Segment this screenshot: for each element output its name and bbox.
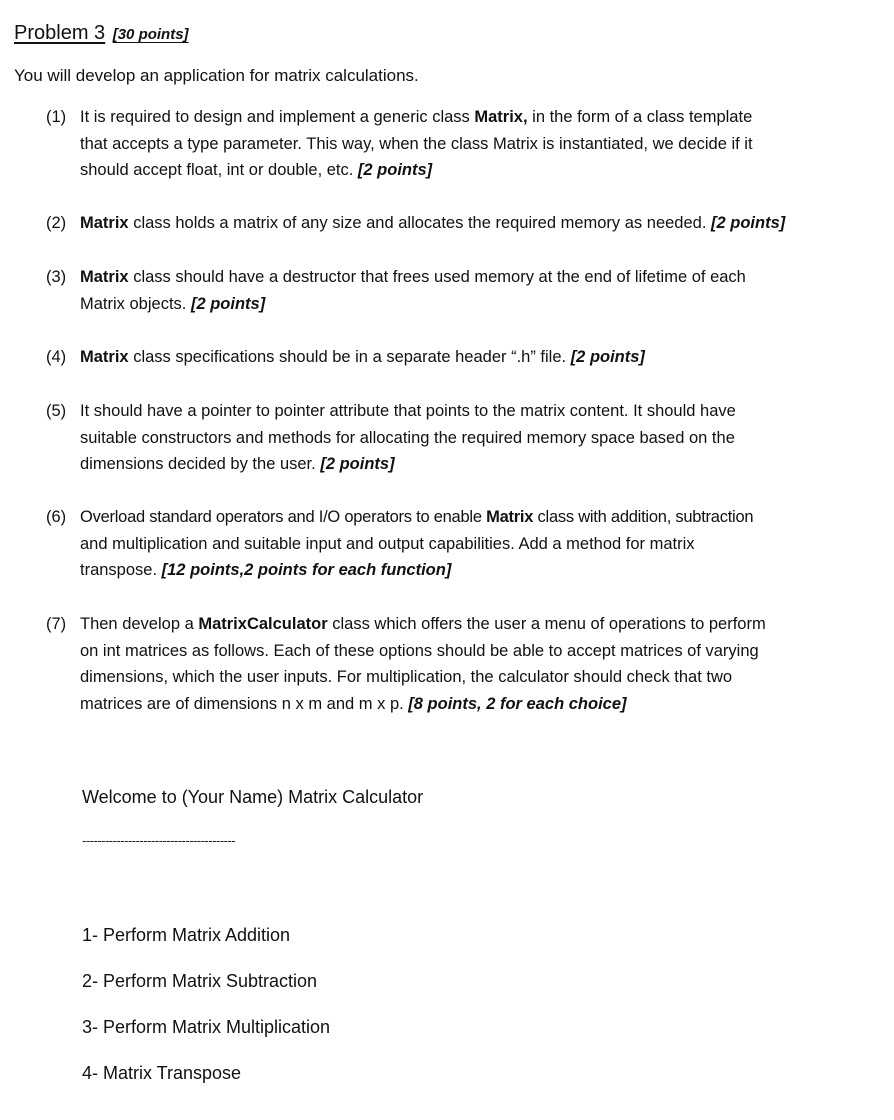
item-points: [2 points] [320, 455, 395, 473]
requirement-item-1 [46, 104, 876, 184]
item-text: should accept float, int or double, etc. [80, 161, 358, 179]
item-number: (5) [46, 402, 67, 420]
item-number: (1) [46, 108, 67, 126]
item-points: [2 points] [190, 294, 266, 313]
item-text: Overload standard operators and I/O operators to enable [80, 508, 487, 526]
item-text: dimensions decided by the user. [80, 455, 321, 473]
item-text: matrices are of dimensions n x m and m x p. [80, 694, 409, 713]
item-text: Then develop a [80, 615, 199, 633]
requirement-item-7 [46, 611, 876, 717]
item-line [80, 157, 876, 184]
item-points: [8 points, 2 for each choice] [408, 694, 627, 713]
item-line [80, 344, 876, 371]
problem-intro: You will develop an application for matrix calculations. [14, 66, 419, 85]
problem-title: Problem 3 [14, 22, 106, 44]
item-line [80, 210, 876, 237]
item-bold-text: Matrix [80, 268, 129, 286]
item-points: [2 points] [711, 214, 786, 232]
item-number: (3) [46, 268, 67, 286]
item-points: [2 points] [570, 348, 645, 366]
item-text: class holds a matrix of any size and allocates the required memory as needed. [128, 214, 711, 232]
menu-option-multiplication: 3- Perform Matrix Multiplication [82, 1017, 331, 1037]
item-points: [12 points,2 points for each function] [161, 561, 452, 579]
item-bold-text: Matrix [80, 214, 129, 232]
item-line [80, 557, 886, 584]
item-line [80, 291, 876, 318]
item-text: class should have a destructor that frees used memory at the end of lifetime of each [128, 268, 746, 286]
item-number: (6) [46, 508, 67, 526]
item-text: class which offers the user a menu of operations to perform [327, 615, 766, 633]
item-line: and multiplication and suitable input and output capabilities. Add a method for matrix [80, 534, 695, 553]
item-text: transpose. [80, 561, 162, 579]
item-line [80, 611, 876, 638]
item-number: (7) [46, 615, 67, 633]
item-line [80, 504, 886, 531]
menu-option-subtraction: 2- Perform Matrix Subtraction [82, 971, 318, 991]
item-line: that accepts a type parameter. This way, when the class Matrix is instantiated, we decide if it [80, 134, 753, 153]
requirement-item-5 [46, 398, 876, 478]
menu-option-addition: 1- Perform Matrix Addition [82, 925, 291, 945]
item-text: class specifications should be in a separate header “.h” file. [128, 348, 571, 366]
problem-points: [30 points] [112, 26, 189, 43]
item-text: It is required to design and implement a generic class [80, 108, 475, 126]
item-bold-text: Matrix [486, 508, 534, 526]
item-line: dimensions, which the user inputs. For multiplication, the calculator should check that two [80, 668, 733, 686]
item-line: on int matrices as follows. Each of these options should be able to accept matrices of varying [80, 641, 759, 660]
problem-heading [14, 20, 189, 48]
item-line: suitable constructors and methods for allocating the required memory space based on the [80, 428, 735, 447]
item-bold-text: Matrix [80, 348, 129, 366]
item-line [80, 104, 876, 131]
requirement-item-3 [46, 264, 876, 317]
item-line [80, 691, 876, 718]
item-number: (4) [46, 348, 67, 366]
menu-welcome-text: Welcome to (Your Name) Matrix Calculator [82, 787, 424, 807]
item-line [80, 264, 876, 291]
item-bold-text: Matrix, [474, 108, 528, 126]
requirement-item-4 [46, 344, 876, 371]
menu-divider: ---------------------------------------- [82, 833, 236, 848]
item-points: [2 points] [357, 161, 433, 179]
item-number: (2) [46, 214, 67, 232]
requirement-item-6 [46, 504, 886, 584]
item-text: class with addition, subtraction [533, 508, 754, 526]
item-line [80, 451, 876, 478]
item-text: in the form of a class template [527, 108, 753, 126]
item-bold-text: MatrixCalculator [198, 615, 328, 633]
item-text: Matrix objects. [80, 294, 191, 313]
item-line: It should have a pointer to pointer attribute that points to the matrix content. It should have [80, 402, 736, 420]
menu-option-transpose: 4- Matrix Transpose [82, 1063, 242, 1083]
requirement-item-2 [46, 210, 876, 237]
